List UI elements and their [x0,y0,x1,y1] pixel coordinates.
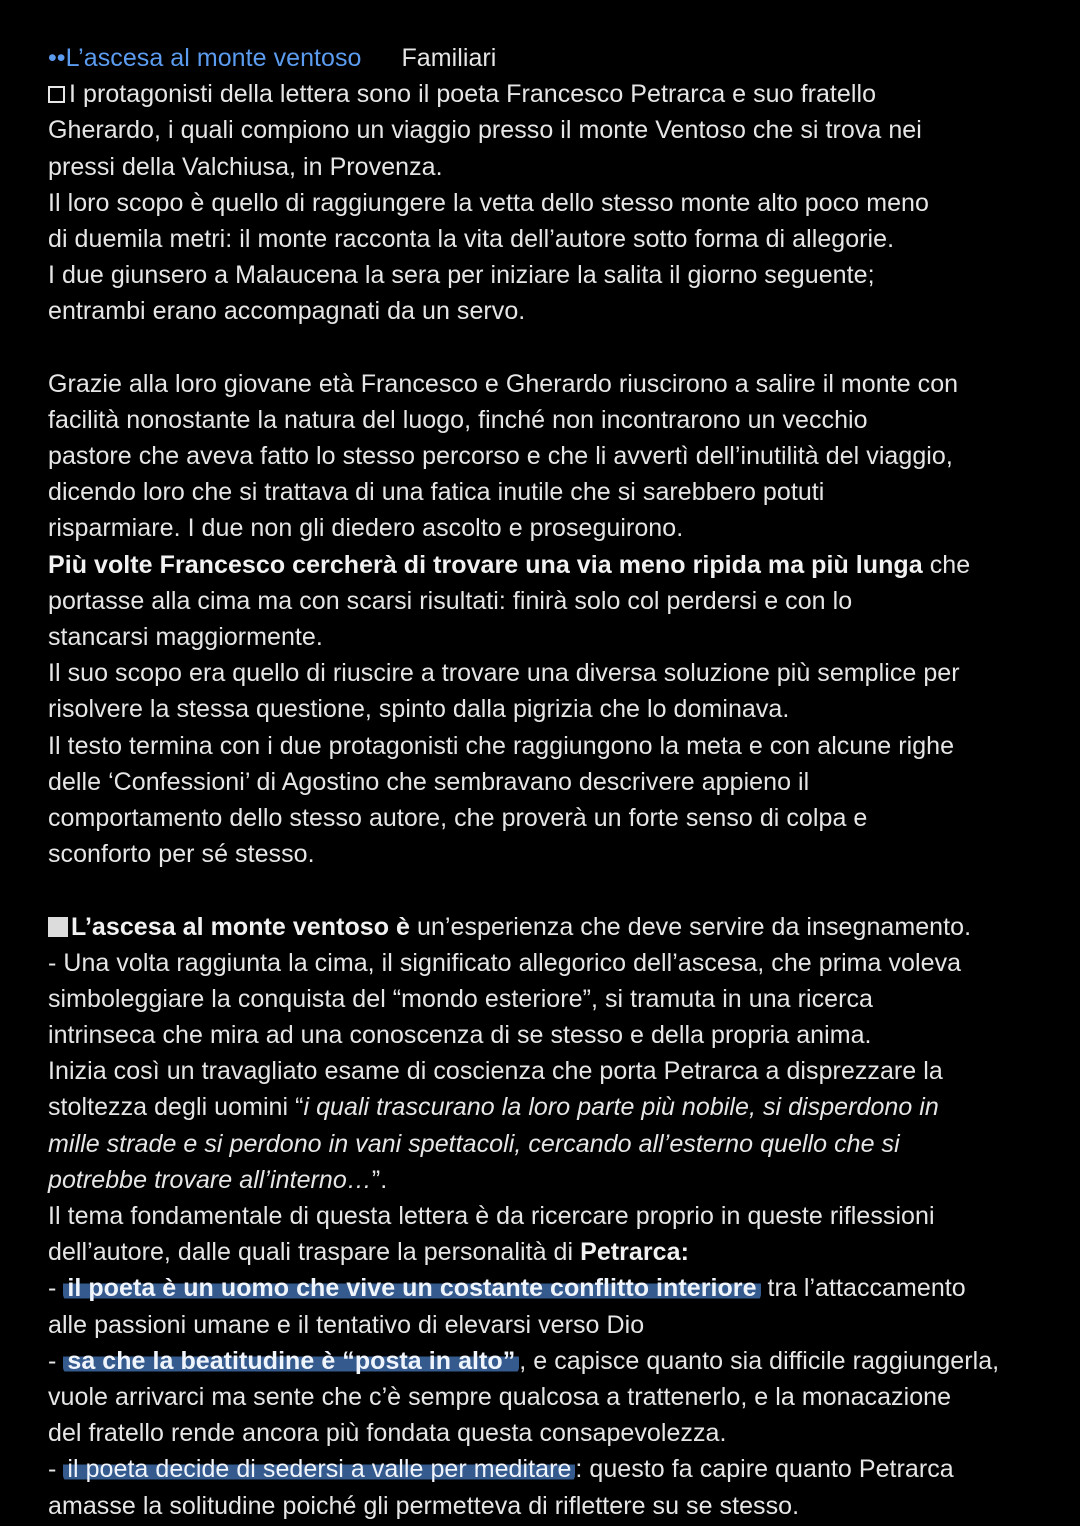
title-line [48,40,1048,76]
paragraph-line: entrambi erano accompagnati da un servo. [48,297,526,326]
quote-text: i quali trascurano la loro parte più nobile, si disperdono in [303,1093,939,1122]
paragraph-line: Il tema fondamentale di questa lettera è da ricercare proprio in queste riflessioni [48,1202,935,1230]
bullet-line: - il poeta decide di sedersi a valle per meditare : questo fa capire quanto Petrarca [48,1455,954,1484]
paragraph-line: pressi della Valchiusa, in Provenza. [48,152,443,181]
paragraph-line: portasse alla cima ma con scarsi risultati: finirà solo col perdersi e con lo [48,586,853,615]
highlighted-text[interactable]: il poeta decide di sedersi a valle per meditare [63,1455,575,1483]
paragraph-line: risparmiare. I due non gli diedero ascolto e proseguirono. [48,514,684,543]
paragraph-line: dell’autore, dalle quali traspare la personalità di Petrarca: [48,1238,689,1267]
paragraph-line: Inizia così un travagliato esame di coscienza che porta Petrarca a disprezzare la [48,1057,943,1086]
note-document [48,40,1048,1524]
bold-phrase: Più volte Francesco cercherà di trovare una via meno ripida ma più lunga [48,550,923,579]
paragraph-line: comportamento dello stesso autore, che proverà un forte senso di colpa e [48,803,868,832]
bullet-line: - sa che la beatitudine è “posta in alto” , e capisce quanto sia difficile raggiungerla, [48,1346,1000,1375]
paragraph-line: stoltezza degli uomini “i quali trascurano la loro parte più nobile, si disperdono in [48,1093,939,1122]
bold-phrase: Petrarca: [580,1238,689,1267]
bullet-line: vuole arrivarci ma sente che c’è sempre qualcosa a trattenerlo, e la monacazione [48,1382,952,1411]
paragraph-line [48,1126,1048,1162]
highlighted-text[interactable]: sa che la beatitudine è “posta in alto” [63,1347,519,1375]
paragraph-line: Il testo termina con i due protagonisti che raggiungono la meta e con alcune righe [48,731,955,760]
bullet-line: alle passioni umane e il tentativo di elevarsi verso Dio [48,1310,645,1339]
bullet-line: del fratello rende ancora più fondata questa consapevolezza. [48,1419,727,1448]
paragraph-line: stancarsi maggiormente. [48,623,323,651]
note-category: Familiari [401,44,497,72]
paragraph-line: dicendo loro che si trattava di una fatica inutile che si sarebbero potuti [48,478,825,507]
paragraph-line: - Una volta raggiunta la cima, il significato allegorico dell’ascesa, che prima voleva [48,948,962,977]
highlighted-text[interactable]: il poeta è un uomo che vive un costante conflitto interiore [63,1274,760,1302]
note-title[interactable]: ••L’ascesa al monte ventoso [48,44,362,72]
paragraph-line: Il loro scopo è quello di raggiungere la vetta dello stesso monte alto poco meno [48,188,929,217]
quote-text: potrebbe trovare all’interno… [48,1165,372,1194]
quote-text: mille strade e si perdono in vani spettacoli, cercando all’esterno quello che si [48,1129,900,1158]
paragraph-line: Grazie alla loro giovane età Francesco e Gherardo riuscirono a salire il monte con [48,369,959,398]
paragraph-line: sconforto per sé stesso. [48,840,315,869]
paragraph-line: di duemila metri: il monte racconta la vita dell’autore sotto forma di allegorie. [48,224,895,253]
checkbox-icon[interactable] [48,86,65,103]
paragraph-line: I due giunsero a Malaucena la sera per iniziare la salita il giorno seguente; [48,261,875,290]
paragraph-line: I protagonisti della lettera sono il poeta Francesco Petrarca e suo fratello [48,76,1048,112]
paragraph-line: intrinseca che mira ad una conoscenza di se stesso e della propria anima. [48,1021,872,1050]
paragraph-line: delle ‘Confessioni’ di Agostino che sembravano descrivere appieno il [48,767,810,796]
paragraph-line: Più volte Francesco cercherà di trovare una via meno ripida ma più lunga che [48,550,971,579]
bullet-line: amasse la solitudine poiché gli permetteva di riflettere su se stesso. [48,1491,800,1520]
blank-line [48,330,1048,366]
paragraph-line: L’ascesa al monte ventoso è un’esperienza che deve servire da insegnamento. [48,909,1048,945]
bullet-line: - il poeta è un uomo che vive un costante conflitto interiore tra l’attaccamento [48,1274,966,1303]
paragraph-line: potrebbe trovare all’interno…”. [48,1165,388,1194]
paragraph-line: facilità nonostante la natura del luogo, finché non incontrarono un vecchio [48,405,868,434]
paragraph-line: simboleggiare la conquista del “mondo esteriore”, si tramuta in una ricerca [48,984,873,1013]
paragraph-line: risolvere la stessa questione, spinto dalla pigrizia che lo dominava. [48,695,790,724]
bold-phrase: L’ascesa al monte ventoso è [71,912,410,941]
square-bullet-icon [48,917,68,937]
blank-line [48,872,1048,908]
paragraph-line: Il suo scopo era quello di riuscire a trovare una diversa soluzione più semplice per [48,659,960,688]
paragraph-line: Gherardo, i quali compiono un viaggio presso il monte Ventoso che si trova nei [48,116,922,145]
paragraph-line: pastore che aveva fatto lo stesso percorso e che li avvertì dell’inutilità del viaggio, [48,442,953,471]
